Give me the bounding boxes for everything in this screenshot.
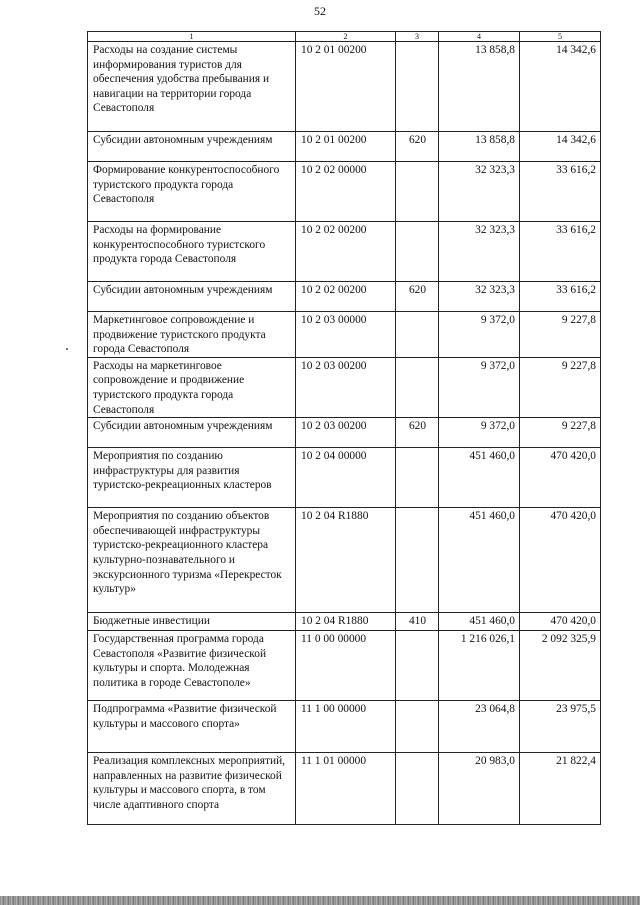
- row-name-cell: Субсидии автономным учреждениям: [88, 418, 296, 448]
- row-kvr-cell: [396, 753, 439, 825]
- row-value-2020-cell: 33 616,2: [520, 282, 601, 312]
- row-kvr-cell: [396, 222, 439, 282]
- table-row: [88, 312, 601, 358]
- row-value-2019-cell: 451 460,0: [439, 508, 520, 613]
- row-value-2019-cell: 32 323,3: [439, 282, 520, 312]
- table-row: [88, 631, 601, 701]
- header-cell: 2: [296, 32, 396, 42]
- row-value-2019-cell: 451 460,0: [439, 448, 520, 508]
- row-code-cell: 10 2 02 00000: [296, 162, 396, 222]
- table-row: [88, 701, 601, 753]
- row-code-cell: 11 0 00 00000: [296, 631, 396, 701]
- row-name-cell: Расходы на создание системы информирования туристов для обеспечения удобства пребывания и навигации на территории города Севастополя: [88, 42, 296, 132]
- row-value-2019-cell: 32 323,3: [439, 162, 520, 222]
- row-code-cell: 10 2 03 00000: [296, 312, 396, 358]
- scan-edge: [0, 896, 640, 905]
- row-code-cell: 11 1 00 00000: [296, 701, 396, 753]
- page-number: 52: [314, 4, 326, 18]
- row-name-cell: Расходы на формирование конкурентоспособного туристского продукта города Севастополя: [88, 222, 296, 282]
- row-kvr-cell: [396, 312, 439, 358]
- table-row: [88, 162, 601, 222]
- table-row: [88, 282, 601, 312]
- row-code-cell: 10 2 02 00200: [296, 282, 396, 312]
- row-code-cell: 11 1 01 00000: [296, 753, 396, 825]
- row-value-2020-cell: 33 616,2: [520, 162, 601, 222]
- row-name-cell: Государственная программа города Севастополя «Развитие физической культуры и спорта. Молодежная политика в городе Севастополе»: [88, 631, 296, 701]
- row-name-cell: Мероприятия по созданию объектов обеспечивающей инфраструктуры туристско-рекреационного кластера культурно-познавательного и экскурсионного туризма «Перекресток культур»: [88, 508, 296, 613]
- row-code-cell: 10 2 04 R1880: [296, 613, 396, 631]
- header-cell: 3: [396, 32, 439, 42]
- table-row: [88, 508, 601, 613]
- row-name-cell: Реализация комплексных мероприятий, направленных на развитие физической культуры и массового спорта, в том числе адаптивного спорта: [88, 753, 296, 825]
- row-value-2020-cell: 23 975,5: [520, 701, 601, 753]
- row-kvr-cell: [396, 162, 439, 222]
- row-value-2020-cell: 470 420,0: [520, 613, 601, 631]
- table-row: [88, 357, 601, 417]
- header-cell: 5: [520, 32, 601, 42]
- row-name-cell: Бюджетные инвестиции: [88, 613, 296, 631]
- row-value-2020-cell: 21 822,4: [520, 753, 601, 825]
- row-value-2019-cell: 451 460,0: [439, 613, 520, 631]
- table-row: [88, 448, 601, 508]
- row-kvr-cell: [396, 448, 439, 508]
- row-value-2020-cell: 470 420,0: [520, 448, 601, 508]
- row-value-2020-cell: 14 342,6: [520, 42, 601, 132]
- table-row: [88, 222, 601, 282]
- row-value-2019-cell: 13 858,8: [439, 42, 520, 132]
- row-value-2019-cell: 9 372,0: [439, 357, 520, 417]
- row-name-cell: Формирование конкурентоспособного туристского продукта города Севастополя: [88, 162, 296, 222]
- row-value-2020-cell: 9 227,8: [520, 312, 601, 358]
- row-code-cell: 10 2 02 00200: [296, 222, 396, 282]
- row-kvr-cell: 620: [396, 282, 439, 312]
- row-value-2020-cell: 470 420,0: [520, 508, 601, 613]
- row-code-cell: 10 2 01 00200: [296, 132, 396, 162]
- row-name-cell: Субсидии автономным учреждениям: [88, 282, 296, 312]
- row-value-2019-cell: 13 858,8: [439, 132, 520, 162]
- scan-speck: [66, 348, 68, 350]
- row-name-cell: Мероприятия по созданию инфраструктуры для развития туристско-рекреационных кластеров: [88, 448, 296, 508]
- header-row: [88, 32, 601, 42]
- row-value-2019-cell: 20 983,0: [439, 753, 520, 825]
- table-row: [88, 42, 601, 132]
- row-value-2020-cell: 9 227,8: [520, 418, 601, 448]
- row-kvr-cell: 410: [396, 613, 439, 631]
- row-name-cell: Субсидии автономным учреждениям: [88, 132, 296, 162]
- row-code-cell: 10 2 04 R1880: [296, 508, 396, 613]
- row-kvr-cell: [396, 631, 439, 701]
- header-cell: 4: [439, 32, 520, 42]
- header-cell: 1: [88, 32, 296, 42]
- row-value-2020-cell: 2 092 325,9: [520, 631, 601, 701]
- row-kvr-cell: 620: [396, 418, 439, 448]
- row-name-cell: Маркетинговое сопровождение и продвижение туристского продукта города Севастополя: [88, 312, 296, 358]
- table-row: [88, 132, 601, 162]
- row-kvr-cell: [396, 701, 439, 753]
- row-value-2019-cell: 9 372,0: [439, 312, 520, 358]
- table-row: [88, 418, 601, 448]
- row-value-2020-cell: 33 616,2: [520, 222, 601, 282]
- row-value-2020-cell: 14 342,6: [520, 132, 601, 162]
- row-kvr-cell: 620: [396, 132, 439, 162]
- row-code-cell: 10 2 01 00200: [296, 42, 396, 132]
- row-value-2019-cell: 23 064,8: [439, 701, 520, 753]
- row-code-cell: 10 2 03 00200: [296, 418, 396, 448]
- row-value-2020-cell: 9 227,8: [520, 357, 601, 417]
- row-kvr-cell: [396, 357, 439, 417]
- row-code-cell: 10 2 03 00200: [296, 357, 396, 417]
- row-name-cell: Расходы на маркетинговое сопровождение и продвижение туристского продукта города Севастополя: [88, 357, 296, 417]
- budget-table: [87, 31, 601, 825]
- table-row: [88, 613, 601, 631]
- row-name-cell: Подпрограмма «Развитие физической культуры и массового спорта»: [88, 701, 296, 753]
- row-kvr-cell: [396, 508, 439, 613]
- row-value-2019-cell: 32 323,3: [439, 222, 520, 282]
- row-value-2019-cell: 9 372,0: [439, 418, 520, 448]
- row-kvr-cell: [396, 42, 439, 132]
- row-value-2019-cell: 1 216 026,1: [439, 631, 520, 701]
- table-row: [88, 753, 601, 825]
- row-code-cell: 10 2 04 00000: [296, 448, 396, 508]
